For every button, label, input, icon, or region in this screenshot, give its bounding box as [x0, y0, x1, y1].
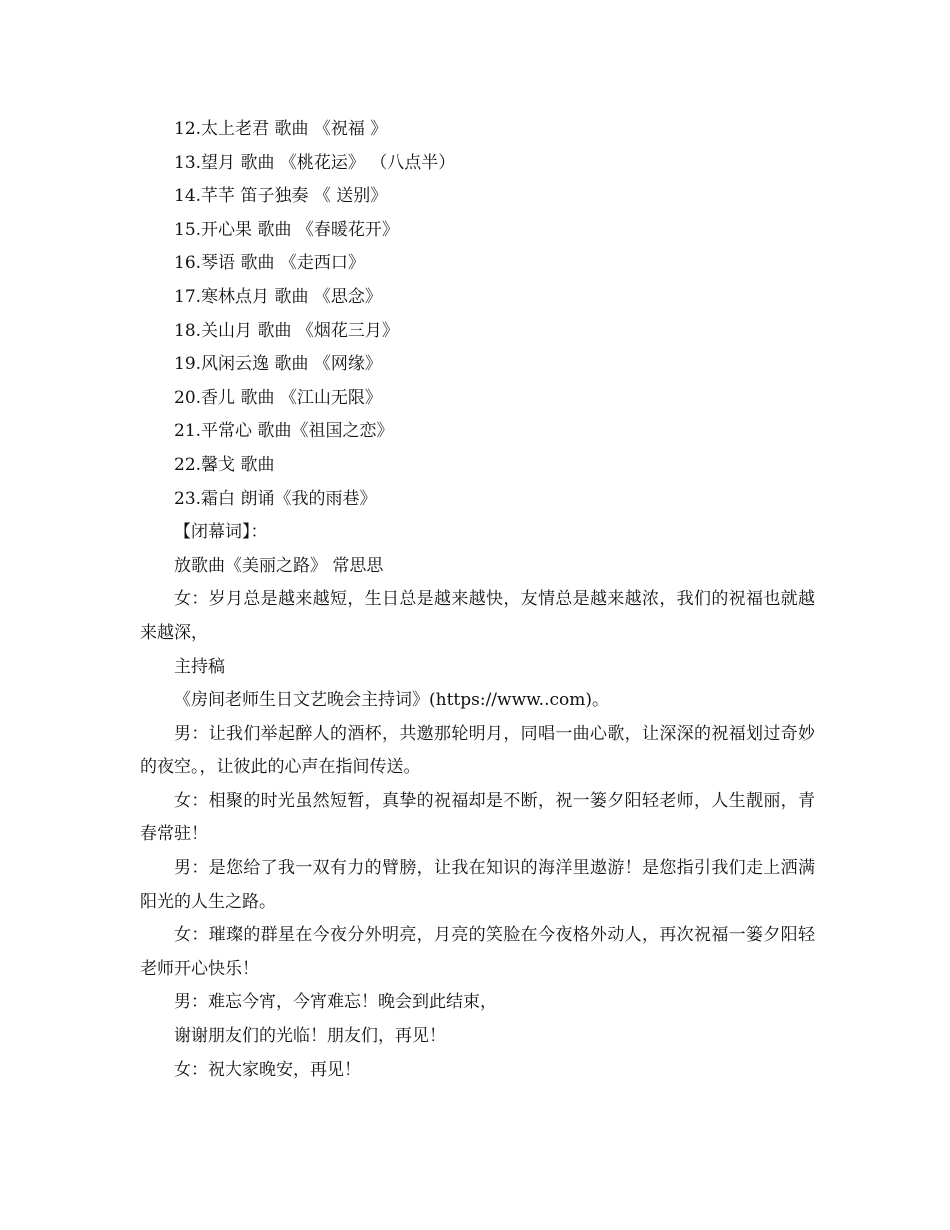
program-list	[140, 113, 815, 516]
speech-paragraph: 男：让我们举起醉人的酒杯，共邀那轮明月，同唱一曲心歌，让深深的祝福划过奇妙的夜空。，让彼此的心声在指间传送。	[140, 723, 815, 778]
speech-paragraph: 女：岁月总是越来越短，生日总是越来越快，友情总是越来越浓，我们的祝福也就越来越深，	[140, 589, 815, 643]
program-item: 16.琴语 歌曲 《走西口》	[174, 253, 365, 274]
document-body	[140, 113, 815, 1087]
program-item: 23.霜白 朗诵《我的雨巷》	[174, 488, 377, 509]
program-item: 13.望月 歌曲 《桃花运》 （八点半）	[174, 152, 456, 173]
speech-paragraph: 女：璀璨的群星在今夜分外明亮，月亮的笑脸在今夜格外动人，再次祝福一篓夕阳轻老师开心快乐！	[140, 925, 815, 979]
program-item: 15.开心果 歌曲 《春暖花开》	[174, 219, 399, 240]
program-item: 14.芊芊 笛子独奏 《 送别》	[174, 186, 388, 207]
program-item: 17.寒林点月 歌曲 《思念》	[174, 286, 382, 307]
program-item: 19.风闲云逸 歌曲 《网缘》	[174, 354, 382, 375]
program-item: 12.太上老君 歌曲 《祝福 》	[174, 119, 388, 139]
source-line: 《房间老师生日文艺晚会主持词》(https://www..com)。	[174, 690, 609, 711]
speech-paragraph: 女：祝大家晚安，再见！	[174, 1059, 361, 1080]
closing-heading: 【闭幕词】：	[174, 522, 268, 543]
speech-paragraph: 谢谢朋友们的光临！朋友们，再见！	[174, 1026, 446, 1047]
program-item: 21.平常心 歌曲《祖国之恋》	[174, 421, 394, 442]
speech-paragraph: 男：难忘今宵，今宵难忘！晚会到此结束，	[174, 992, 497, 1013]
program-item: 20.香儿 歌曲 《江山无限》	[174, 387, 382, 408]
program-item: 18.关山月 歌曲 《烟花三月》	[174, 320, 399, 341]
speech-paragraph: 男：是您给了我一双有力的臂膀，让我在知识的海洋里遨游！是您指引我们走上洒满阳光的人生之路。	[140, 858, 815, 912]
closing-section	[140, 516, 815, 1087]
script-label: 主持稿	[174, 656, 225, 677]
closing-music: 放歌曲《美丽之路》 常思思	[174, 555, 384, 576]
program-item: 22.馨戈 歌曲	[174, 454, 275, 475]
speech-paragraph: 女：相聚的时光虽然短暂，真挚的祝福却是不断，祝一篓夕阳轻老师，人生靓丽，青春常驻！	[140, 790, 815, 845]
